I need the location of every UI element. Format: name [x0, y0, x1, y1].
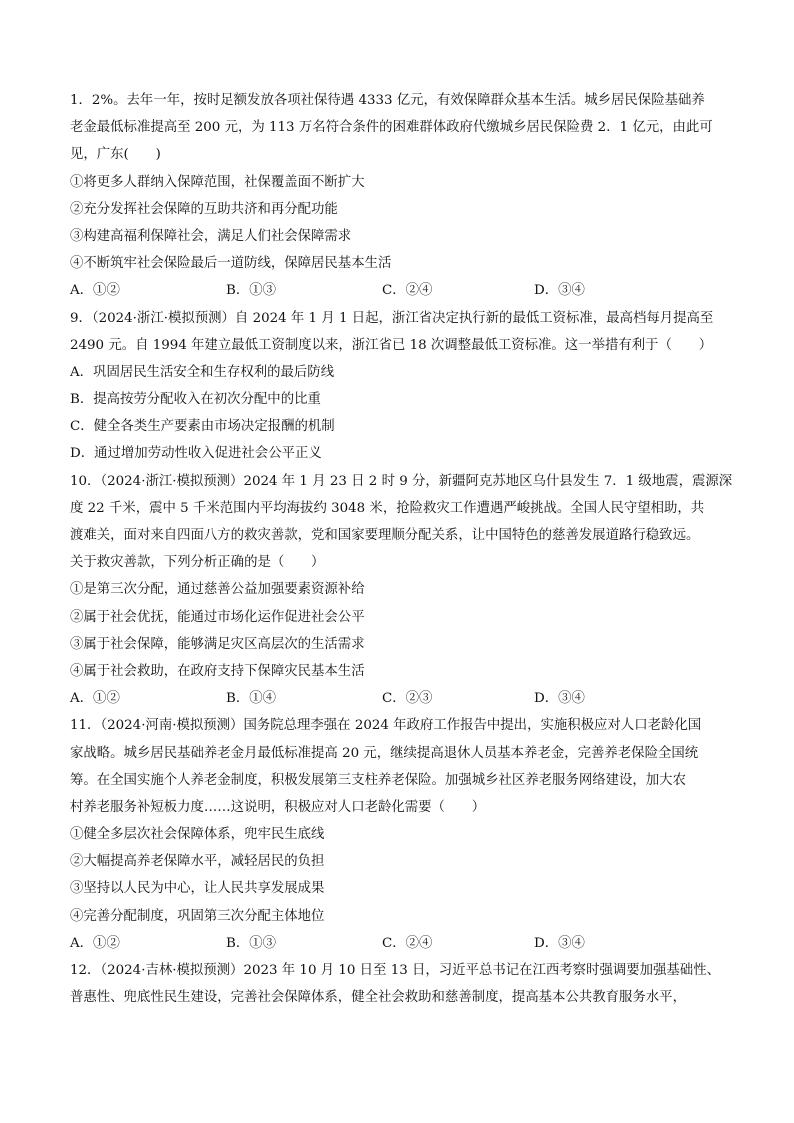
q8-option-d: D．③④ [534, 283, 585, 299]
q10-statement-3: ③属于社会保障，能够满足灾区高层次的生活需求 [70, 636, 365, 652]
q8-line-2: 老金最低标准提高至 200 元，为 113 万名符合条件的困难群体政府代缴城乡居民保险费 2．1 亿元，由此可 [70, 120, 713, 136]
q10-line-1: 10．（2024·浙江·模拟预测）2024 年 1 月 23 日 2 时 9 分，新疆阿克苏地区乌什县发生 7．1 级地震，震源深 [70, 473, 733, 489]
q9-option-b: B．提高按劳分配收入在初次分配中的比重 [70, 392, 321, 408]
q9-option-d: D．通过增加劳动性收入促进社会公平正义 [70, 446, 322, 462]
q10-statement-4: ④属于社会救助，在政府支持下保障灾民基本生活 [70, 663, 365, 679]
q12-line-2: 普惠性、兜底性民生建设，完善社会保障体系，健全社会救助和慈善制度，提高基本公共教育服务水平， [70, 990, 686, 1006]
q9-option-c: C．健全各类生产要素由市场决定报酬的机制 [70, 419, 335, 435]
q10-line-4: 关于救灾善款，下列分析正确的是（ ） [70, 555, 325, 571]
q11-statement-2: ②大幅提高养老保障水平，减轻居民的负担 [70, 854, 325, 870]
q10-option-b: B．①④ [226, 691, 277, 707]
q8-statement-1: ①将更多人群纳入保障范围，社保覆盖面不断扩大 [70, 174, 365, 190]
q10-option-c: C．②③ [382, 691, 433, 707]
q10-line-2: 度 22 千米，震中 5 千米范围内平均海拔约 3048 米，抢险救灾工作遭遇严峻挑战。全国人民守望相助，共 [70, 500, 705, 516]
q9-line-2: 2490 元。自 1994 年建立最低工资制度以来，浙江省已 18 次调整最低工资标准。这一举措有利于（ ） [70, 337, 713, 353]
q11-line-4: 村养老服务补短板力度……这说明，积极应对人口老龄化需要（ ） [70, 799, 486, 815]
q8-statement-4: ④不断筑牢社会保险最后一道防线，保障居民基本生活 [70, 256, 392, 272]
q11-option-c: C．②④ [382, 935, 433, 951]
q10-statement-1: ①是第三次分配，通过慈善公益加强要素资源补给 [70, 582, 365, 598]
q11-statement-1: ①健全多层次社会保障体系，兜牢民生底线 [70, 827, 325, 843]
q10-statement-2: ②属于社会优抚，能通过市场化运作促进社会公平 [70, 609, 365, 625]
q8-line-1: 1．2%。去年一年，按时足额发放各项社保待遇 4333 亿元，有效保障群众基本生活。城乡居民保险基础养 [70, 93, 705, 108]
q11-options [70, 933, 730, 955]
q8-option-a: A．①② [70, 283, 120, 299]
q8-statement-3: ③构建高福利保障社会，满足人们社会保障需求 [70, 228, 352, 244]
q10-line-3: 渡难关，面对来自四面八方的救灾善款，党和国家要理顺分配关系，让中国特色的慈善发展道路行稳致远。 [70, 528, 700, 543]
question-8 [70, 90, 730, 302]
question-9 [70, 308, 730, 466]
q8-option-b: B．①③ [226, 283, 277, 299]
q11-statement-3: ③坚持以人民为中心，让人民共享发展成果 [70, 881, 325, 897]
q11-line-2: 家战略。城乡居民基础养老金月最低标准提高 20 元，继续提高退休人员基本养老金，完善养老保险全国统 [70, 745, 699, 761]
q11-line-3: 筹。在全国实施个人养老金制度，积极发展第三支柱养老保险。加强城乡社区养老服务网络建设，加大农 [70, 772, 686, 788]
q8-statement-2: ②充分发挥社会保障的互助共济和再分配功能 [70, 201, 338, 217]
q11-option-b: B．①③ [226, 935, 277, 951]
q11-statement-4: ④完善分配制度，巩固第三次分配主体地位 [70, 908, 325, 924]
q9-line-1: 9．（2024·浙江·模拟预测）自 2024 年 1 月 1 日起，浙江省决定执行新的最低工资标准，最高档每月提高至 [70, 310, 714, 326]
q11-line-1: 11．（2024·河南·模拟预测）国务院总理李强在 2024 年政府工作报告中提出，实施积极应对人口老龄化国 [70, 718, 702, 734]
q10-option-a: A．①② [70, 691, 120, 707]
q11-option-a: A．①② [70, 935, 120, 951]
question-sheet [70, 90, 733, 1014]
q12-line-1: 12．（2024·吉林·模拟预测）2023 年 10 月 10 日至 13 日，习近平总书记在江西考察时强调要加强基础性、 [70, 963, 720, 978]
q10-option-d: D．③④ [534, 691, 585, 707]
question-11 [70, 715, 730, 955]
question-10 [70, 471, 733, 711]
q10-options [70, 688, 730, 710]
q11-option-d: D．③④ [534, 935, 585, 951]
q8-options [70, 280, 730, 302]
q9-option-a: A．巩固居民生活安全和生存权利的最后防线 [70, 364, 335, 380]
q8-line-3: 见，广东( ) [70, 147, 161, 163]
q8-option-c: C．②④ [382, 283, 433, 299]
question-12 [70, 960, 730, 1009]
